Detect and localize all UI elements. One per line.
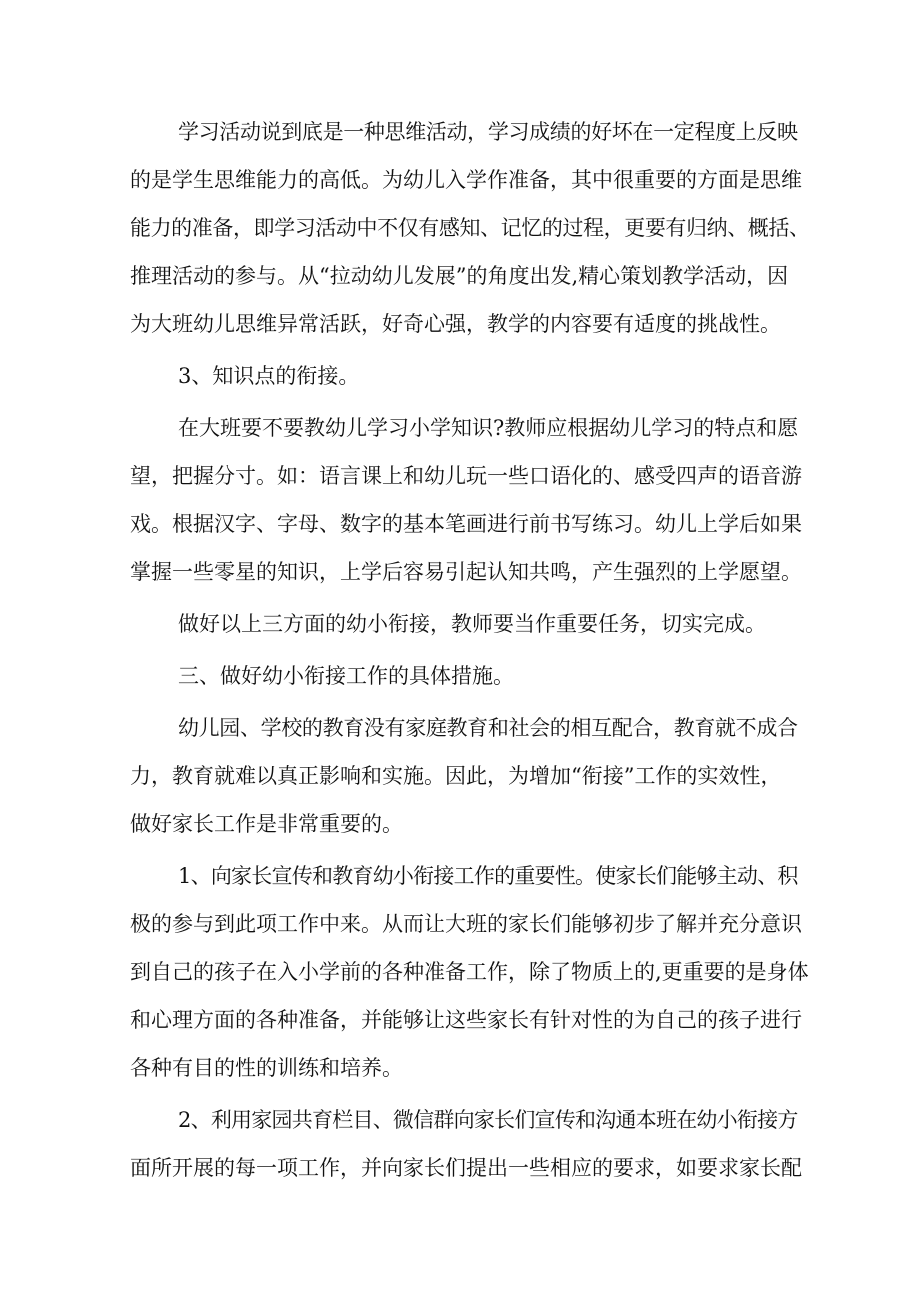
paragraph-3-line-4: 掌握一些零星的知识，上学后容易引起认知共鸣，产生强烈的上学愿望。 [130, 560, 802, 584]
section-heading-knowledge: 3、知识点的衔接。 [178, 364, 360, 388]
paragraph-7-line-5: 各种有目的性的训练和培养。 [130, 1056, 403, 1080]
paragraph-8-line-1: 2、利用家园共育栏目、微信群向家长们宣传和沟通本班在幼小衔接方 [178, 1108, 798, 1132]
paragraph-6-line-1: 幼儿园、学校的教育没有家庭教育和社会的相互配合，教育就不成合 [178, 716, 798, 740]
paragraph-8-line-2: 面所开展的每一项工作，并向家长们提出一些相应的要求，如要求家长配 [130, 1156, 802, 1180]
paragraph-6-line-2: 力，教育就难以真正影响和实施。因此，为增加“衔接”工作的实效性， [130, 764, 782, 788]
paragraph-1-line-4: 推理活动的参与。从“拉动幼儿发展”的角度出发,精心策划教学活动，因 [130, 264, 789, 288]
paragraph-4-line-1: 做好以上三方面的幼小衔接，教师要当作重要任务，切实完成。 [178, 612, 766, 636]
paragraph-7-line-2: 极的参与到此项工作中来。从而让大班的家长们能够初步了解并充分意识 [130, 912, 802, 936]
paragraph-6-line-3: 做好家长工作是非常重要的。 [130, 812, 403, 836]
paragraph-1-line-3: 能力的准备，即学习活动中不仅有感知、记忆的过程，更要有归纳、概括、 [130, 216, 810, 240]
section-heading-measures: 三、做好幼小衔接工作的具体措施。 [178, 664, 514, 688]
paragraph-1-line-5: 为大班幼儿思维异常活跃，好奇心强，教学的内容要有适度的挑战性。 [130, 312, 781, 336]
paragraph-7-line-4: 和心理方面的各种准备，并能够让这些家长有针对性的为自己的孩子进行 [130, 1008, 802, 1032]
paragraph-3-line-3: 戏。根据汉字、字母、数字的基本笔画进行前书写练习。幼儿上学后如果 [130, 512, 802, 536]
paragraph-7-line-1: 1、向家长宣传和教育幼小衔接工作的重要性。使家长们能够主动、积 [178, 864, 798, 888]
paragraph-1-line-1: 学习活动说到底是一种思维活动，学习成绩的好坏在一定程度上反映 [178, 120, 798, 144]
paragraph-3-line-1: 在大班要不要教幼儿学习小学知识?教师应根据幼儿学习的特点和愿 [178, 416, 799, 440]
paragraph-7-line-3: 到自己的孩子在入小学前的各种准备工作，除了物质上的,更重要的是身体 [130, 960, 809, 984]
paragraph-1-line-2: 的是学生思维能力的高低。为幼儿入学作准备，其中很重要的方面是思维 [130, 168, 802, 192]
paragraph-3-line-2: 望，把握分寸。如：语言课上和幼儿玩一些口语化的、感受四声的语音游 [130, 464, 802, 488]
